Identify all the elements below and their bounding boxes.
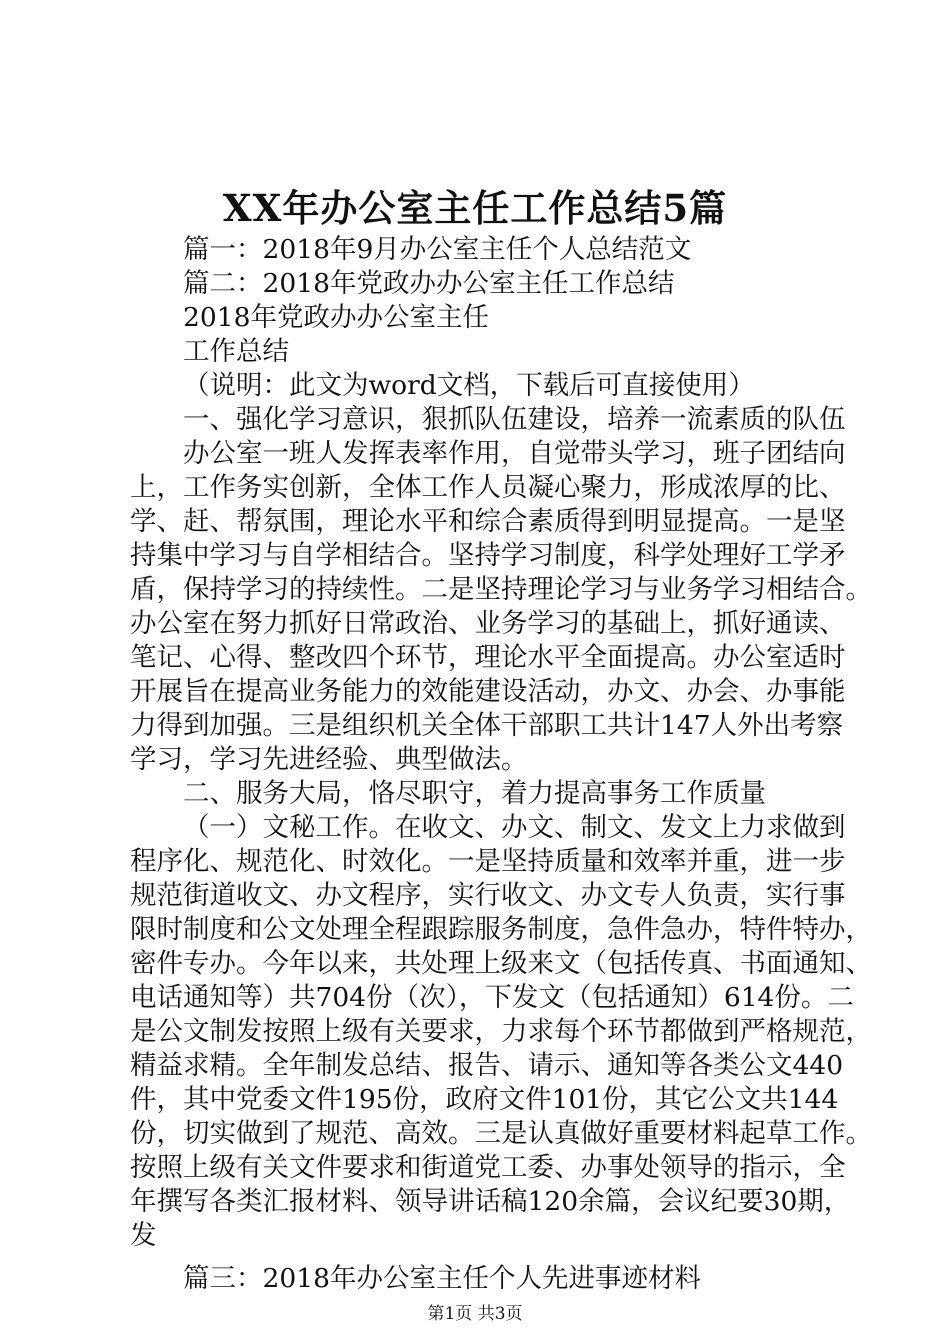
paragraph-line: 件，其中党委文件195份，政府文件101份，其它公文共144	[130, 1084, 839, 1115]
paragraph-line: （一）文秘工作。在收文、办文、制文、发文上力求做到	[183, 812, 846, 843]
paragraph-line: 发	[130, 1220, 157, 1251]
paragraph-line: 力得到加强。三是组织机关全体干部职工共计147人外出考察	[130, 710, 844, 741]
paragraph-line: 限时制度和公文处理全程跟踪服务制度，急件急办，特件特办，	[130, 914, 872, 945]
section-heading: 2018年党政办办公室主任	[183, 302, 489, 333]
paragraph-line: 笔记、心得、整改四个环节，理论水平全面提高。办公室适时	[130, 642, 846, 673]
page-footer: 第1页 共3页	[427, 1304, 523, 1324]
document-title: XX年办公室主任工作总结5篇	[222, 186, 728, 230]
paragraph-heading: 一、强化学习意识，狠抓队伍建设，培养一流素质的队伍	[183, 404, 846, 435]
paragraph-line: 持集中学习与自学相结合。坚持学习制度，科学处理好工学矛	[130, 540, 846, 571]
paragraph-heading: 二、服务大局，恪尽职守，着力提高事务工作质量	[183, 778, 766, 809]
paragraph-line: 办公室在努力抓好日常政治、业务学习的基础上，抓好通读、	[130, 608, 846, 639]
paragraph-line: 开展旨在提高业务能力的效能建设活动，办文、办会、办事能	[130, 676, 846, 707]
paragraph-line: 精益求精。全年制发总结、报告、请示、通知等各类公文440	[130, 1050, 844, 1081]
toc-item-3: 篇三：2018年办公室主任个人先进事迹材料	[183, 1263, 701, 1294]
paragraph-line: 办公室一班人发挥表率作用，自觉带头学习，班子团结向	[183, 438, 846, 469]
paragraph-line: 电话通知等）共704份（次），下发文（包括通知）614份。二	[130, 982, 854, 1013]
paragraph-line: 学习，学习先进经验、典型做法。	[130, 744, 528, 775]
paragraph-line: 上，工作务实创新，全体工作人员凝心聚力，形成浓厚的比、	[130, 472, 846, 503]
toc-item-2: 篇二：2018年党政办办公室主任工作总结	[183, 268, 675, 299]
paragraph-line: 盾，保持学习的持续性。二是坚持理论学习与业务学习相结合。	[130, 574, 872, 605]
paragraph-line: 是公文制发按照上级有关要求，力求每个环节都做到严格规范，	[130, 1016, 872, 1047]
paragraph-line: 规范街道收文、办文程序，实行收文、办文专人负责，实行事	[130, 880, 846, 911]
paragraph-line: 份，切实做到了规范、高效。三是认真做好重要材料起草工作。	[130, 1118, 872, 1149]
paragraph-line: 年撰写各类汇报材料、领导讲话稿120余篇，会议纪要30期，	[130, 1186, 851, 1217]
toc-item-1: 篇一：2018年9月办公室主任个人总结范文	[183, 234, 692, 265]
paragraph-line: 按照上级有关文件要求和街道党工委、办事处领导的指示，全	[130, 1152, 846, 1183]
paragraph-line: 学、赶、帮氛围，理论水平和综合素质得到明显提高。一是坚	[130, 506, 846, 537]
section-heading: 工作总结	[183, 336, 289, 367]
note-line: （说明：此文为word文档，下载后可直接使用）	[183, 370, 755, 401]
paragraph-line: 程序化、规范化、时效化。一是坚持质量和效率并重，进一步	[130, 846, 846, 877]
paragraph-line: 密件专办。今年以来，共处理上级来文（包括传真、书面通知、	[130, 948, 872, 979]
